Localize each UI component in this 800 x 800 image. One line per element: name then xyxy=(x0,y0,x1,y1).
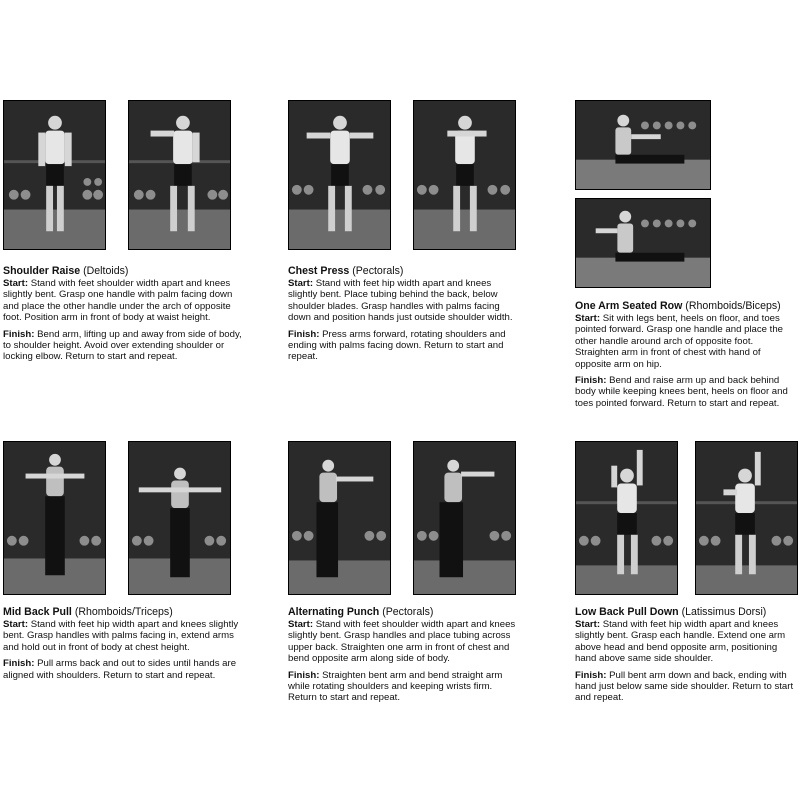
exercise-title: Mid Back Pull (Rhomboids/Triceps) xyxy=(3,606,173,618)
start-instructions: Start: Stand with feet hip width apart and knees slightly bent. Grasp each handle. Extend one arm above head and bend opposite arm, positioning hand above same side shoulder. xyxy=(575,619,786,665)
one-arm-seated-row-finish-photo xyxy=(575,198,711,288)
start-instructions: Start: Stand with feet hip width apart and knees slightly bent. Place tubing behind the back, below shoulder blades. Grasp handles with palms facing down and position hands just outside shoulder width. xyxy=(288,278,513,324)
exercise-title: Low Back Pull Down (Latissimus Dorsi) xyxy=(575,606,767,618)
alternating-punch-start-photo xyxy=(288,441,391,595)
alternating-punch-finish-photo xyxy=(413,441,516,595)
muscle-group: (Latissimus Dorsi) xyxy=(681,606,767,618)
low-back-pull-down-finish-photo xyxy=(695,441,798,595)
exercise-card-shoulder-raise xyxy=(3,265,243,368)
finish-instructions: Finish: Pull bent arm down and back, ending with hand just below same side shoulder. Return to start and repeat. xyxy=(575,669,794,704)
finish-instructions: Finish: Straighten bent arm and bend straight arm while rotating shoulders and keeping wrists firm. Return to start and repeat. xyxy=(288,669,503,704)
muscle-group: (Pectorals) xyxy=(352,265,404,277)
start-instructions: Start: Stand with feet shoulder width apart and knees slightly bent. Grasp one handle with palm facing down and place the other handle under the arch of opposite foot. Position arm in front of body at waist height. xyxy=(3,278,233,324)
exercise-title: Shoulder Raise (Deltoids) xyxy=(3,265,129,277)
start-instructions: Start: Stand with feet shoulder width apart and knees slightly bent. Grasp handles and place tubing across upper back. Straighten one arm in front of chest and bend opposite arm along side of body. xyxy=(288,619,516,665)
muscle-group: (Pectorals) xyxy=(382,606,434,618)
exercise-card-mid-back-pull xyxy=(3,606,243,686)
muscle-group: (Rhomboids/Biceps) xyxy=(685,300,781,312)
finish-instructions: Finish: Bend arm, lifting up and away from side of body, to shoulder height. Avoid over extending shoulder or locking elbow. Return to start and repeat. xyxy=(3,328,242,363)
exercise-card-alternating-punch xyxy=(288,606,520,709)
exercise-title: Chest Press (Pectorals) xyxy=(288,265,404,277)
exercise-title: Alternating Punch (Pectorals) xyxy=(288,606,434,618)
mid-back-pull-start-photo xyxy=(3,441,106,595)
shoulder-raise-start-photo xyxy=(3,100,106,250)
start-instructions: Start: Stand with feet hip width apart and knees slightly bent. Grasp handles with palms facing in, extend arms and hold out in front of body at chest height. xyxy=(3,619,239,653)
muscle-group: (Rhomboids/Triceps) xyxy=(74,606,173,618)
exercise-card-one-arm-seated-row xyxy=(575,300,797,414)
low-back-pull-down-start-photo xyxy=(575,441,678,595)
muscle-group: (Deltoids) xyxy=(83,265,129,277)
exercise-card-chest-press xyxy=(288,265,520,368)
mid-back-pull-finish-photo xyxy=(128,441,231,595)
finish-instructions: Finish: Bend and raise arm up and back behind body while keeping knees bent, heels on floor and toes pointed forward. Return to start and repeat. xyxy=(575,375,788,409)
chest-press-finish-photo xyxy=(413,100,516,250)
exercise-title: One Arm Seated Row (Rhomboids/Biceps) xyxy=(575,300,781,312)
chest-press-start-photo xyxy=(288,100,391,250)
start-instructions: Start: Sit with legs bent, heels on floor, and toes pointed forward. Grasp one handle and place the other handle around arch of opposite foot. Straighten arm in front of chest with hand of opposite arm on hip. xyxy=(575,313,784,370)
one-arm-seated-row-start-photo xyxy=(575,100,711,190)
exercise-card-low-back-pull-down xyxy=(575,606,797,709)
finish-instructions: Finish: Pull arms back and out to sides until hands are aligned with shoulders. Return to start and repeat. xyxy=(3,658,237,681)
shoulder-raise-finish-photo xyxy=(128,100,231,250)
finish-instructions: Finish: Press arms forward, rotating shoulders and ending with palms facing down. Return to start and repeat. xyxy=(288,328,506,363)
